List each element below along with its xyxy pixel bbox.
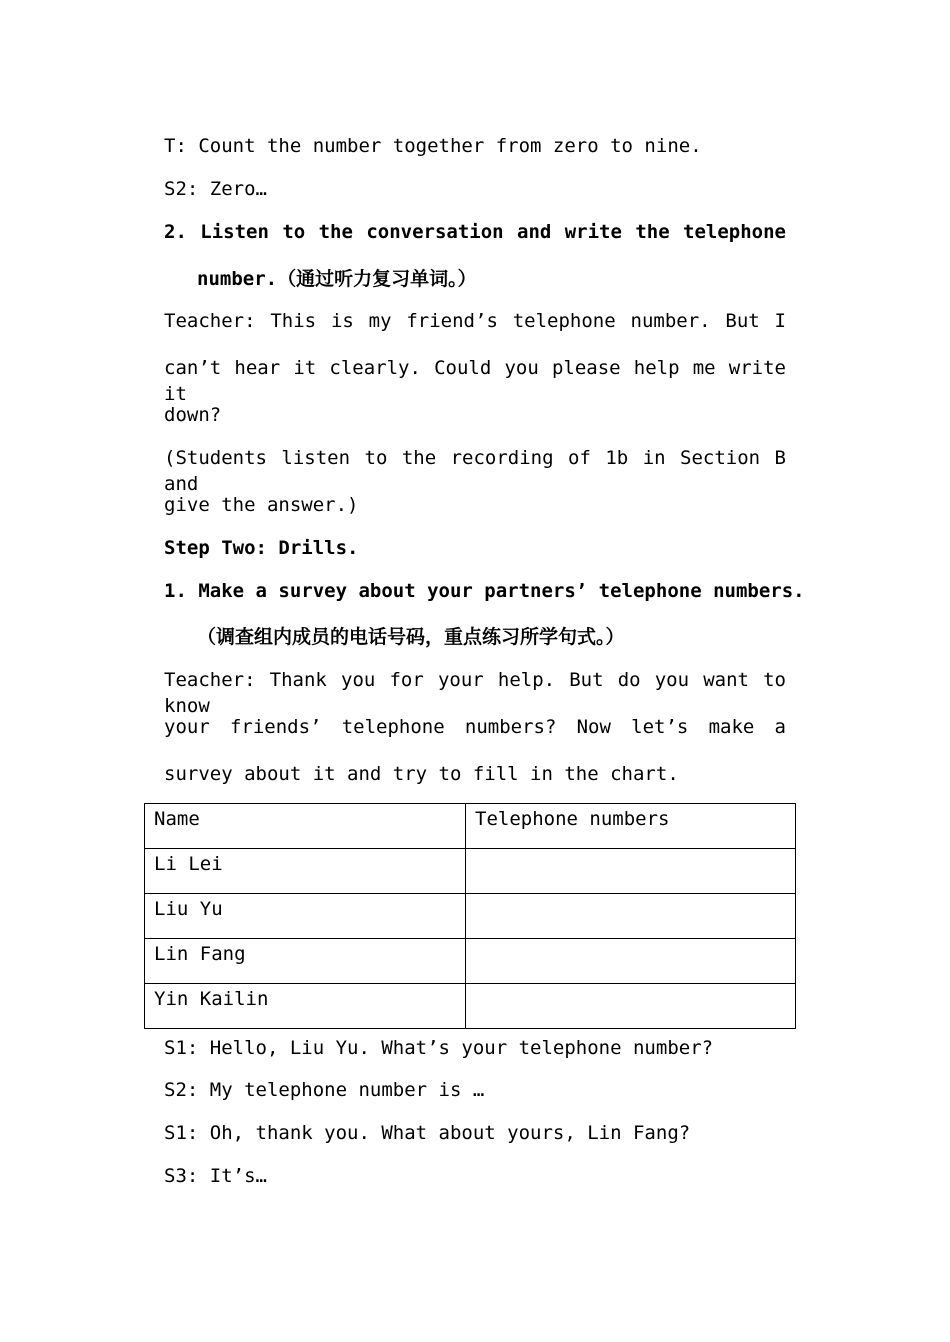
header-telephone: Telephone numbers (466, 804, 796, 849)
line-count-numbers: T: Count the number together from zero to nine. (164, 135, 702, 157)
cell-name: Lin Fang (145, 939, 466, 984)
dialogue-s2-number: S2: My telephone number is … (164, 1079, 485, 1101)
cell-name: Yin Kailin (145, 984, 466, 1029)
cell-name: Liu Yu (145, 894, 466, 939)
dialogue-s1-hello: S1: Hello, Liu Yu. What’s your telephone number? (164, 1037, 714, 1059)
cell-telephone (466, 849, 796, 894)
instruction-line-1: (Students listen to the recording of 1b in Section B and (164, 447, 786, 495)
step-two-heading: Step Two: Drills. (164, 537, 359, 559)
teacher-line-2: can’t hear it clearly. Could you please help me write it (164, 357, 786, 405)
heading-survey: 1. Make a survey about your partners’ telephone numbers. (164, 580, 805, 602)
line-s2-zero: S2: Zero… (164, 178, 267, 200)
cell-name: Li Lei (145, 849, 466, 894)
cell-telephone (466, 939, 796, 984)
cell-telephone (466, 984, 796, 1029)
teacher2-line-2: your friends’ telephone numbers? Now let’s make a (164, 716, 786, 738)
teacher-line-1: Teacher: This is my friend’s telephone number. But I (164, 310, 786, 332)
heading-listen-cont: number.（通过听力复习单词。） (197, 268, 477, 290)
teacher-line-3: down? (164, 404, 222, 426)
heading-survey-cont: （调查组内成员的电话号码，重点练习所学句式。） (197, 626, 625, 648)
table-row (145, 984, 796, 1029)
heading-listen: 2. Listen to the conversation and write the telephone (164, 221, 786, 243)
teacher2-line-3: survey about it and try to fill in the chart. (164, 763, 679, 785)
teacher2-line-1: Teacher: Thank you for your help. But do you want to know (164, 669, 786, 717)
dialogue-s1-thanks: S1: Oh, thank you. What about yours, Lin Fang? (164, 1122, 691, 1144)
table-row (145, 849, 796, 894)
cell-telephone (466, 894, 796, 939)
table-row (145, 894, 796, 939)
header-name: Name (145, 804, 466, 849)
table-row (145, 939, 796, 984)
instruction-line-2: give the answer.) (164, 494, 359, 516)
survey-table (144, 803, 796, 1029)
table-header-row (145, 804, 796, 849)
dialogue-s3-its: S3: It’s… (164, 1165, 267, 1187)
